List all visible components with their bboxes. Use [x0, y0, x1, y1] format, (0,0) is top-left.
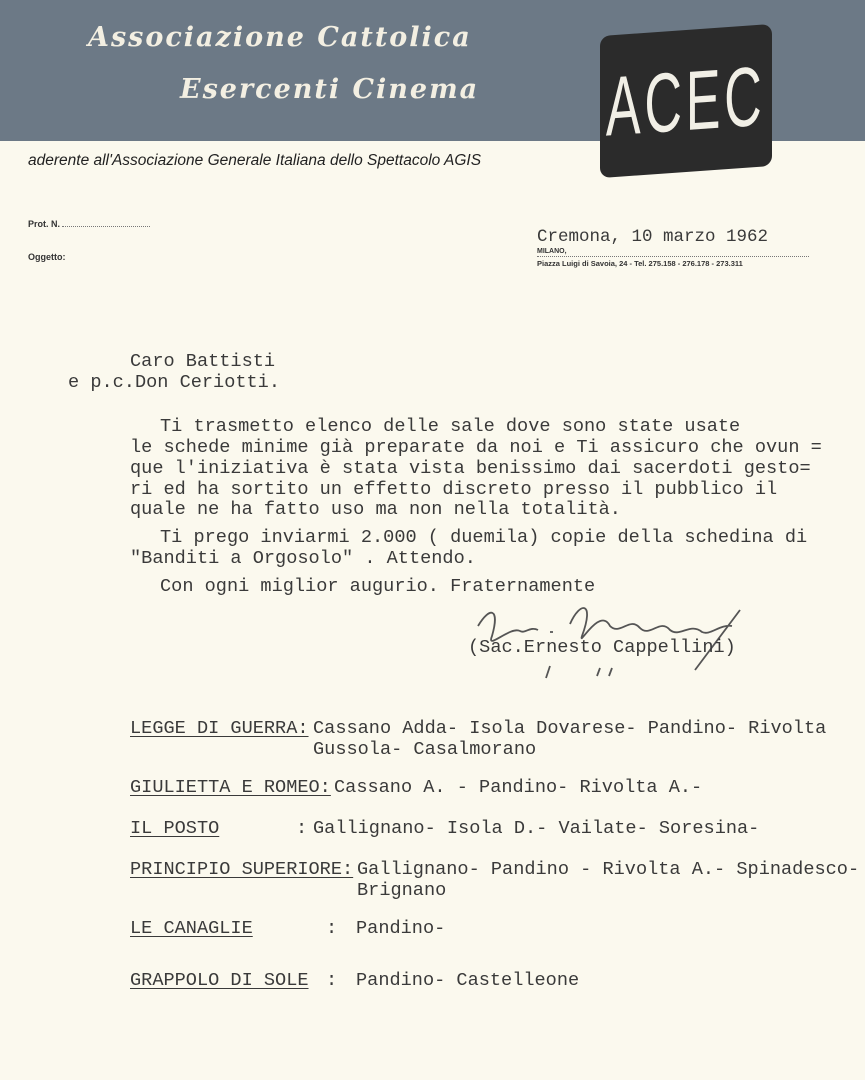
letterhead-title-1: Associazione Cattolica	[88, 22, 472, 53]
date-rule	[537, 256, 809, 257]
film-title: LEGGE DI GUERRA:	[130, 718, 309, 739]
typed-signature: (Sac.Ernesto Cappellini)	[468, 637, 736, 658]
body-line: que l'iniziativa è stata vista benissimo dai sacerdoti gesto=	[130, 458, 811, 479]
closing-line: Con ogni miglior augurio. Fraternamente	[160, 576, 596, 597]
film-title: GRAPPOLO DI SOLE	[130, 970, 309, 991]
film-separator: :	[296, 818, 308, 839]
letterhead-subtitle: aderente all'Associazione Generale Italiana dello Spettacolo AGIS	[28, 152, 482, 169]
film-title: IL POSTO	[130, 818, 220, 839]
film-places: Gallignano- Isola D.- Vailate- Soresina-	[313, 818, 760, 839]
salutation-1: Caro Battisti	[130, 351, 276, 372]
acec-logo: ACEC	[600, 24, 772, 178]
printed-city: MILANO,	[537, 248, 567, 255]
film-places: Gallignano- Pandino - Rivolta A.- Spinadesco-	[357, 859, 860, 880]
film-places: Cassano Adda- Isola Dovarese- Pandino- Rivolta	[313, 718, 827, 739]
body-line: Ti prego inviarmi 2.000 ( duemila) copie della schedina di	[160, 527, 808, 548]
film-separator: :	[326, 970, 338, 991]
body-line: quale ne ha fatto uso ma non nella totalità.	[130, 499, 621, 520]
address: Piazza Luigi di Savoia, 24 - Tel. 275.158 - 276.178 - 273.311	[537, 259, 743, 268]
oggetto-label: Oggetto:	[28, 252, 66, 262]
film-title: PRINCIPIO SUPERIORE:	[130, 859, 354, 880]
film-title: LE CANAGLIE	[130, 918, 253, 939]
film-places: Brignano	[357, 880, 447, 901]
salutation-2: e p.c.Don Ceriotti.	[68, 372, 281, 393]
body-line: Ti trasmetto elenco delle sale dove sono state usate	[160, 416, 741, 437]
date-line: Cremona, 10 marzo 1962	[537, 227, 769, 247]
film-places: Cassano A. - Pandino- Rivolta A.-	[334, 777, 703, 798]
prot-field: Prot. N.	[28, 219, 150, 229]
film-places: Gussola- Casalmorano	[313, 739, 537, 760]
film-title: GIULIETTA E ROMEO:	[130, 777, 331, 798]
body-line: "Banditi a Orgosolo" . Attendo.	[130, 548, 476, 569]
letterhead-title-2: Esercenti Cinema	[180, 74, 480, 105]
body-line: ri ed ha sortito un effetto discreto presso il pubblico il	[130, 479, 778, 500]
film-separator: :	[326, 918, 338, 939]
body-line: le schede minime già preparate da noi e Ti assicuro che ovun =	[130, 437, 822, 458]
film-places: Pandino- Castelleone	[356, 970, 580, 991]
film-places: Pandino-	[356, 918, 446, 939]
